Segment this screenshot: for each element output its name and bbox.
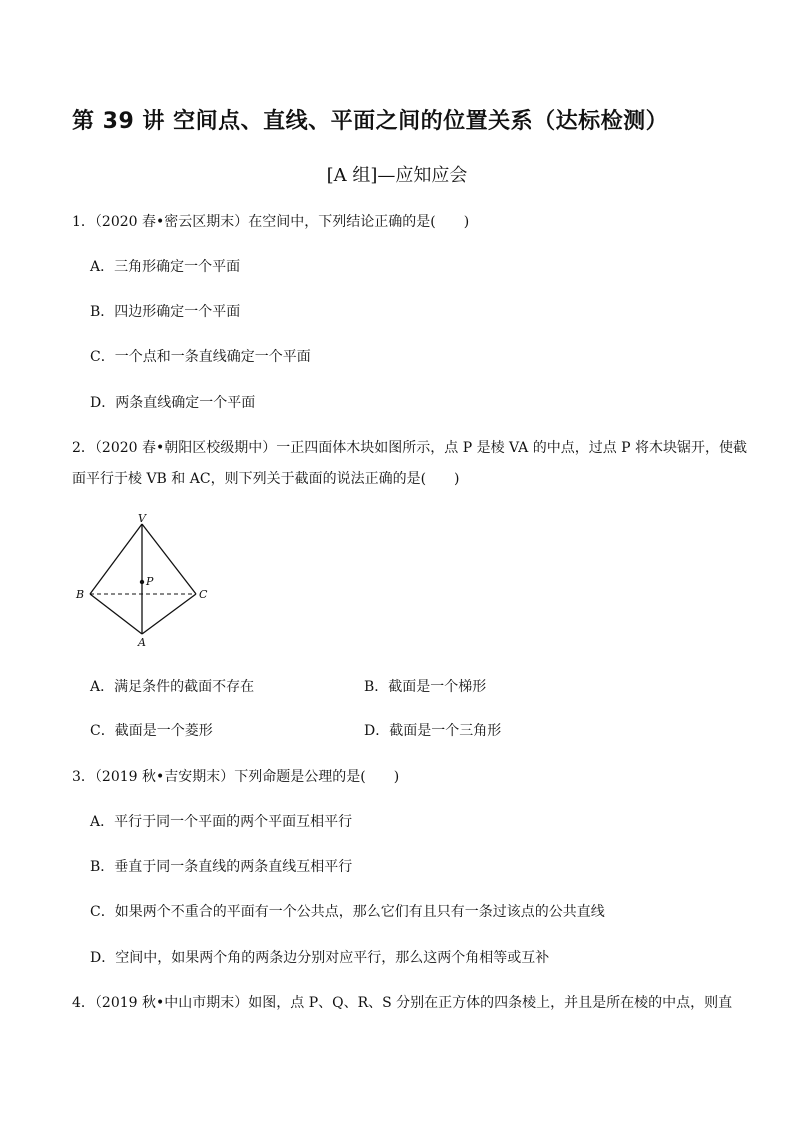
question-1-option-a: A．三角形确定一个平面 — [90, 259, 241, 275]
point-p — [140, 580, 144, 584]
question-2-option-b: B．截面是一个梯形 — [364, 679, 487, 695]
question-3-option-a: A．平行于同一个平面的两个平面互相平行 — [90, 814, 353, 830]
tetrahedron-diagram — [72, 510, 222, 655]
question-1-option-b: B．四边形确定一个平面 — [90, 304, 241, 320]
question-2-option-d: D．截面是一个三角形 — [364, 723, 502, 739]
label-a: A — [138, 636, 146, 649]
label-p: P — [146, 575, 154, 588]
question-2-stem-line-1: 2．（2020 春•朝阳区校级期中）一正四面体木块如图所示，点 P 是棱 VA 的中点，过点 P 将木块锯开，使截 — [72, 440, 748, 456]
question-3-option-b: B．垂直于同一条直线的两条直线互相平行 — [90, 859, 353, 875]
edge-vb — [90, 524, 142, 594]
label-v: V — [138, 512, 146, 525]
label-b: B — [76, 588, 85, 601]
question-4-stem: 4．（2019 秋•中山市期末）如图，点 P、Q、R、S 分别在正方体的四条棱上，并且是所在棱的中点，则直 — [72, 995, 733, 1011]
question-1-option-c: C．一个点和一条直线确定一个平面 — [90, 349, 311, 365]
page-title: 第 39 讲 空间点、直线、平面之间的位置关系（达标检测） — [72, 109, 669, 134]
question-2-option-c: C．截面是一个菱形 — [90, 723, 213, 739]
label-c: C — [199, 588, 208, 601]
question-3-stem: 3．（2019 秋•吉安期末）下列命题是公理的是( ) — [72, 769, 400, 785]
question-3-option-c: C．如果两个不重合的平面有一个公共点，那么它们有且只有一条过该点的公共直线 — [90, 904, 605, 920]
section-title: [A 组]—应知应会 — [326, 165, 468, 186]
question-2-option-a: A．满足条件的截面不存在 — [90, 679, 255, 695]
question-1-option-d: D．两条直线确定一个平面 — [90, 395, 256, 411]
tetrahedron-figure — [72, 510, 222, 655]
question-2-stem-line-2: 面平行于棱 VB 和 AC，则下列关于截面的说法正确的是( ) — [72, 471, 460, 487]
question-3-option-d: D．空间中，如果两个角的两条边分别对应平行，那么这两个角相等或互补 — [90, 950, 550, 966]
edge-ca — [142, 594, 196, 634]
edge-ba — [90, 594, 142, 634]
question-1-stem: 1．（2020 春•密云区期末）在空间中，下列结论正确的是( ) — [72, 214, 470, 230]
